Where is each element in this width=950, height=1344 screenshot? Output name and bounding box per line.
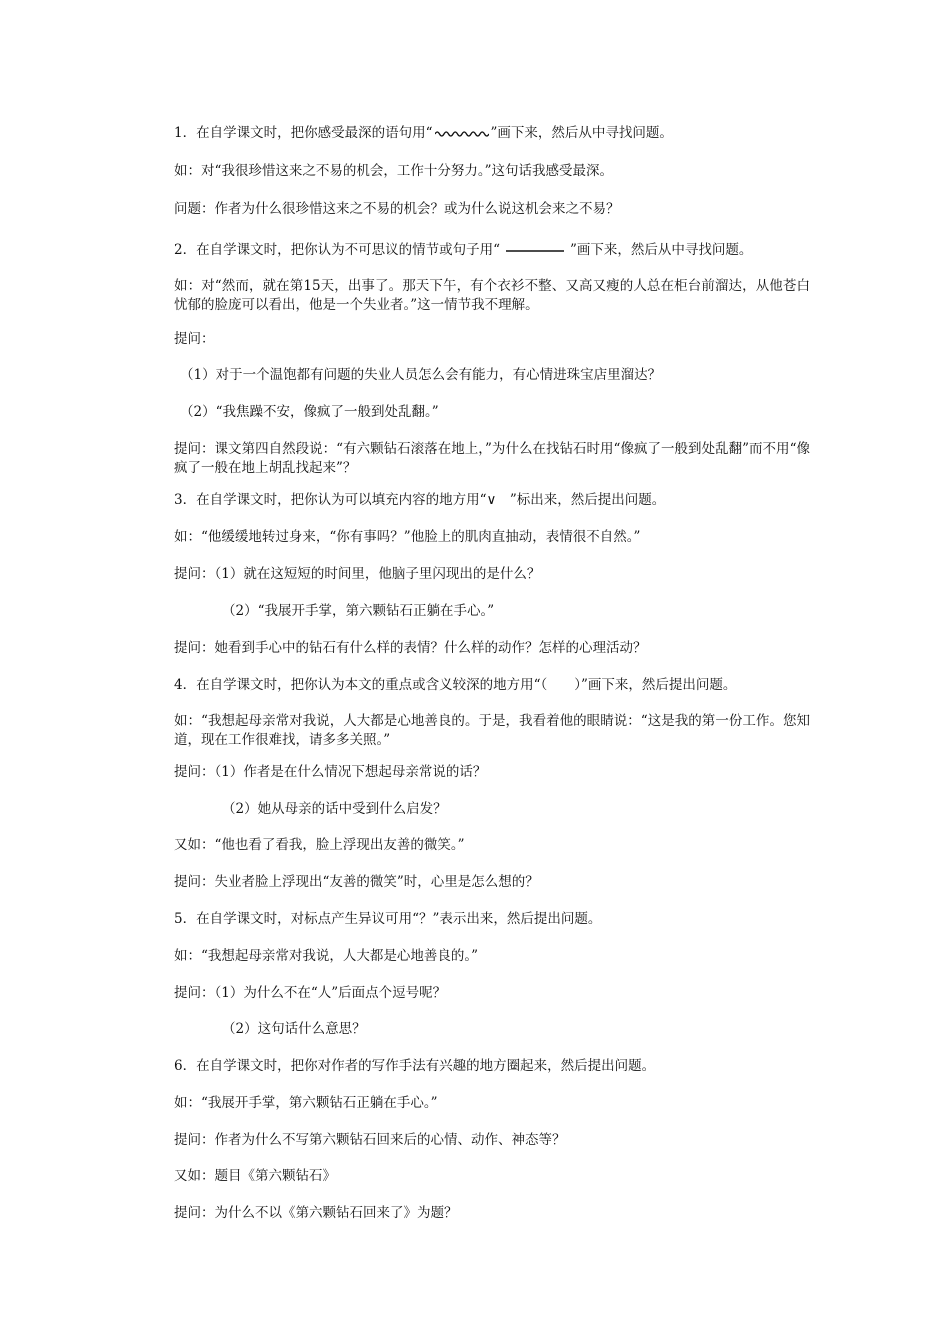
section-5-title: 5．在自学课文时，对标点产生异议可用“？”表示出来，然后提出问题。 bbox=[174, 911, 602, 927]
section-6-title: 6．在自学课文时，把你对作者的写作手法有兴趣的地方圈起来，然后提出问题。 bbox=[174, 1058, 656, 1074]
section-2-title-pre: 2．在自学课文时，把你认为不可思议的情节或句子用“ bbox=[174, 242, 500, 258]
section-4-question-1: 提问：（1）作者是在什么情况下想起母亲常说的话？ bbox=[174, 764, 487, 780]
section-1-question: 问题：作者为什么很珍惜这来之不易的机会？或为什么说这机会来之不易？ bbox=[174, 201, 620, 217]
section-2-question-3: 提问：课文第四自然段说：“有六颗钻石滚落在地上，”为什么在找钻石时用“像疯了一般到处乱翻”而不用“像疯了一般在地上胡乱找起来”？ bbox=[174, 441, 810, 476]
section-4-example: 如：“我想起母亲常对我说，人大都是心地善良的。于是，我看着他的眼睛说：“这是我的第一份工作。您知道，现在工作很难找，请多多关照。” bbox=[174, 713, 810, 748]
section-6-example-2: 又如：题目《第六颗钻石》 bbox=[174, 1168, 336, 1184]
straight-underline-icon bbox=[506, 249, 564, 253]
section-3-question-3: 提问：她看到手心中的钻石有什么样的表情？什么样的动作？怎样的心理活动？ bbox=[174, 640, 647, 656]
section-5-question-1: 提问：（1）为什么不在“人”后面点个逗号呢？ bbox=[174, 985, 447, 1001]
section-4-question-2: （2）她从母亲的话中受到什么启发？ bbox=[222, 801, 447, 817]
section-4-question-3: 提问：失业者脸上浮现出“友善的微笑”时，心里是怎么想的？ bbox=[174, 874, 539, 890]
section-2-tiwen: 提问： bbox=[174, 331, 215, 347]
section-6-question-1: 提问：作者为什么不写第六颗钻石回来后的心情、动作、神态等？ bbox=[174, 1132, 566, 1148]
section-1-example: 如：对“我很珍惜这来之不易的机会，工作十分努力。”这句话我感受最深。 bbox=[174, 163, 614, 179]
section-3-title: 3．在自学课文时，把你认为可以填充内容的地方用“∨ ”标出来，然后提出问题。 bbox=[174, 492, 666, 508]
section-6-example: 如：“我展开手掌，第六颗钻石正躺在手心。” bbox=[174, 1095, 438, 1111]
section-6-question-2: 提问：为什么不以《第六颗钻石回来了》为题？ bbox=[174, 1205, 458, 1221]
section-2-question-2: （2）“我焦躁不安，像疯了一般到处乱翻。” bbox=[180, 404, 439, 420]
section-3-example: 如：“他缓缓地转过身来，“你有事吗？”他脸上的肌肉直抽动，表情很不自然。” bbox=[174, 529, 641, 545]
section-1-title-post: ”画下来，然后从中寻找问题。 bbox=[490, 125, 673, 141]
section-3-question-2: （2）“我展开手掌，第六颗钻石正躺在手心。” bbox=[222, 603, 495, 619]
section-2-title-post: ”画下来，然后从中寻找问题。 bbox=[570, 242, 753, 258]
section-4-example-2: 又如：“他也看了看我，脸上浮现出友善的微笑。” bbox=[174, 837, 465, 853]
section-1-title bbox=[174, 124, 673, 142]
section-4-title: 4．在自学课文时，把你认为本文的重点或含义较深的地方用“（ ）”画下来，然后提出问题。 bbox=[174, 677, 737, 693]
section-1-title-pre: 1．在自学课文时，把你感受最深的语句用“ bbox=[174, 125, 433, 141]
wavy-underline-icon bbox=[435, 130, 489, 138]
section-2-question-1: （1）对于一个温饱都有问题的失业人员怎么会有能力，有心情进珠宝店里溜达？ bbox=[180, 367, 662, 383]
section-5-question-2: （2）这句话什么意思？ bbox=[222, 1021, 366, 1037]
section-2-title bbox=[174, 241, 752, 259]
section-2-example: 如：对“然而，就在第15天，出事了。那天下午，有个衣衫不整、又高又瘦的人总在柜台前溜达，从他苍白忧郁的脸庞可以看出，他是一个失业者。”这一情节我不理解。 bbox=[174, 278, 810, 313]
section-5-example: 如：“我想起母亲常对我说，人大都是心地善良的。” bbox=[174, 948, 479, 964]
section-3-question-1: 提问：（1）就在这短短的时间里，他脑子里闪现出的是什么？ bbox=[174, 566, 541, 582]
